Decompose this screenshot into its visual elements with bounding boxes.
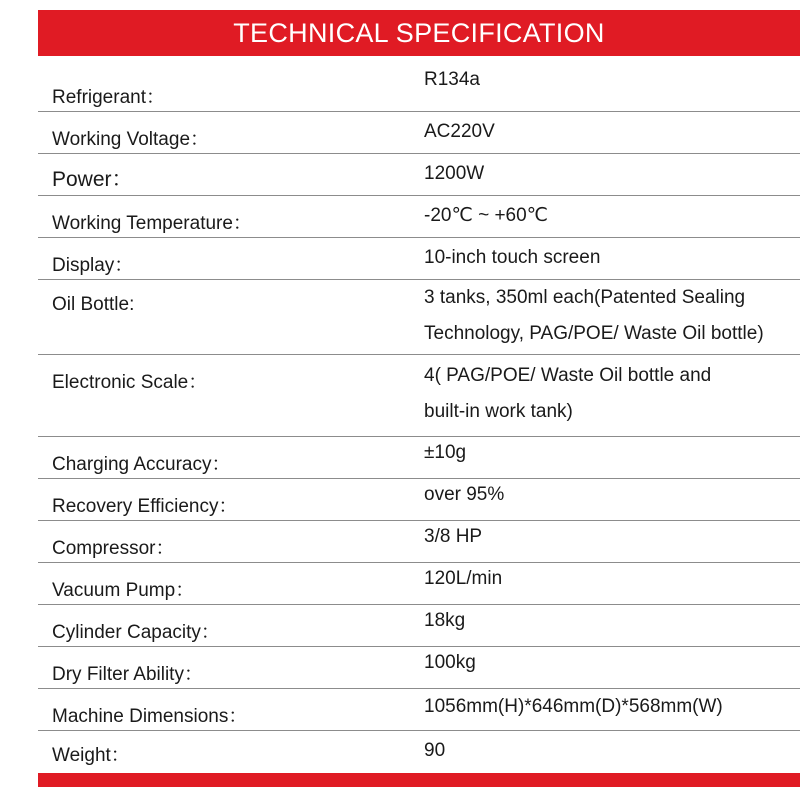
- spec-row-cylinder-capacity: [38, 605, 800, 647]
- spec-label: Compressor：: [52, 538, 175, 559]
- spec-label: Dry Filter Ability：: [52, 664, 203, 685]
- spec-row-charging-accuracy: [38, 437, 800, 479]
- spec-label: Display：: [52, 255, 134, 276]
- spec-label: Recovery Efficiency：: [52, 496, 238, 517]
- spec-value: 100kg: [424, 652, 476, 673]
- spec-value: 120L/min: [424, 568, 503, 589]
- spec-row-oil-bottle: [38, 280, 800, 355]
- spec-row-working-temperature: [38, 196, 800, 238]
- spec-label: Power：: [52, 168, 133, 191]
- spec-label: Weight：: [52, 745, 130, 766]
- spec-header-banner: [38, 10, 800, 56]
- footer-accent-bar: [38, 773, 800, 787]
- spec-label: Working Voltage：: [52, 129, 210, 150]
- spec-value: -20℃ ~ +60℃: [424, 205, 549, 226]
- spec-value: 18kg: [424, 610, 466, 631]
- spec-value: [424, 358, 711, 430]
- spec-row-display: [38, 238, 800, 280]
- spec-value: 10-inch touch screen: [424, 247, 601, 268]
- spec-row-recovery-efficiency: [38, 479, 800, 521]
- spec-value: [424, 280, 764, 352]
- spec-label: Machine Dimensions：: [52, 706, 248, 727]
- spec-row-vacuum-pump: [38, 563, 800, 605]
- spec-value: over 95%: [424, 484, 505, 505]
- spec-value-line: 3 tanks, 350ml each(Patented Sealing: [424, 287, 746, 308]
- spec-label: Charging Accuracy：: [52, 454, 231, 475]
- spec-row-electronic-scale: [38, 355, 800, 437]
- spec-value-line: 4( PAG/POE/ Waste Oil bottle and: [424, 365, 712, 386]
- spec-value: 1056mm(H)*646mm(D)*568mm(W): [424, 696, 723, 717]
- spec-value: 3/8 HP: [424, 526, 483, 547]
- spec-row-compressor: [38, 521, 800, 563]
- spec-label: Refrigerant：: [52, 87, 165, 108]
- spec-row-weight: [38, 731, 800, 771]
- spec-label: Electronic Scale：: [52, 372, 208, 393]
- spec-row-machine-dimensions: [38, 689, 800, 731]
- spec-row-refrigerant: [38, 56, 800, 112]
- spec-value-line: built-in work tank): [424, 401, 573, 422]
- spec-label: Oil Bottle:: [52, 294, 135, 315]
- spec-value: 1200W: [424, 163, 485, 184]
- spec-label: Working Temperature：: [52, 213, 252, 234]
- spec-table: [38, 56, 800, 771]
- spec-value: R134a: [424, 69, 480, 90]
- spec-value: AC220V: [424, 121, 495, 142]
- page-title: TECHNICAL SPECIFICATION: [233, 17, 605, 48]
- spec-label: Vacuum Pump：: [52, 580, 195, 601]
- spec-row-power: [38, 154, 800, 196]
- spec-row-working-voltage: [38, 112, 800, 154]
- spec-label: Cylinder Capacity：: [52, 622, 220, 643]
- spec-value: 90: [424, 740, 446, 761]
- spec-value: ±10g: [424, 442, 467, 463]
- spec-row-dry-filter-ability: [38, 647, 800, 689]
- spec-value-line: Technology, PAG/POE/ Waste Oil bottle): [424, 323, 764, 344]
